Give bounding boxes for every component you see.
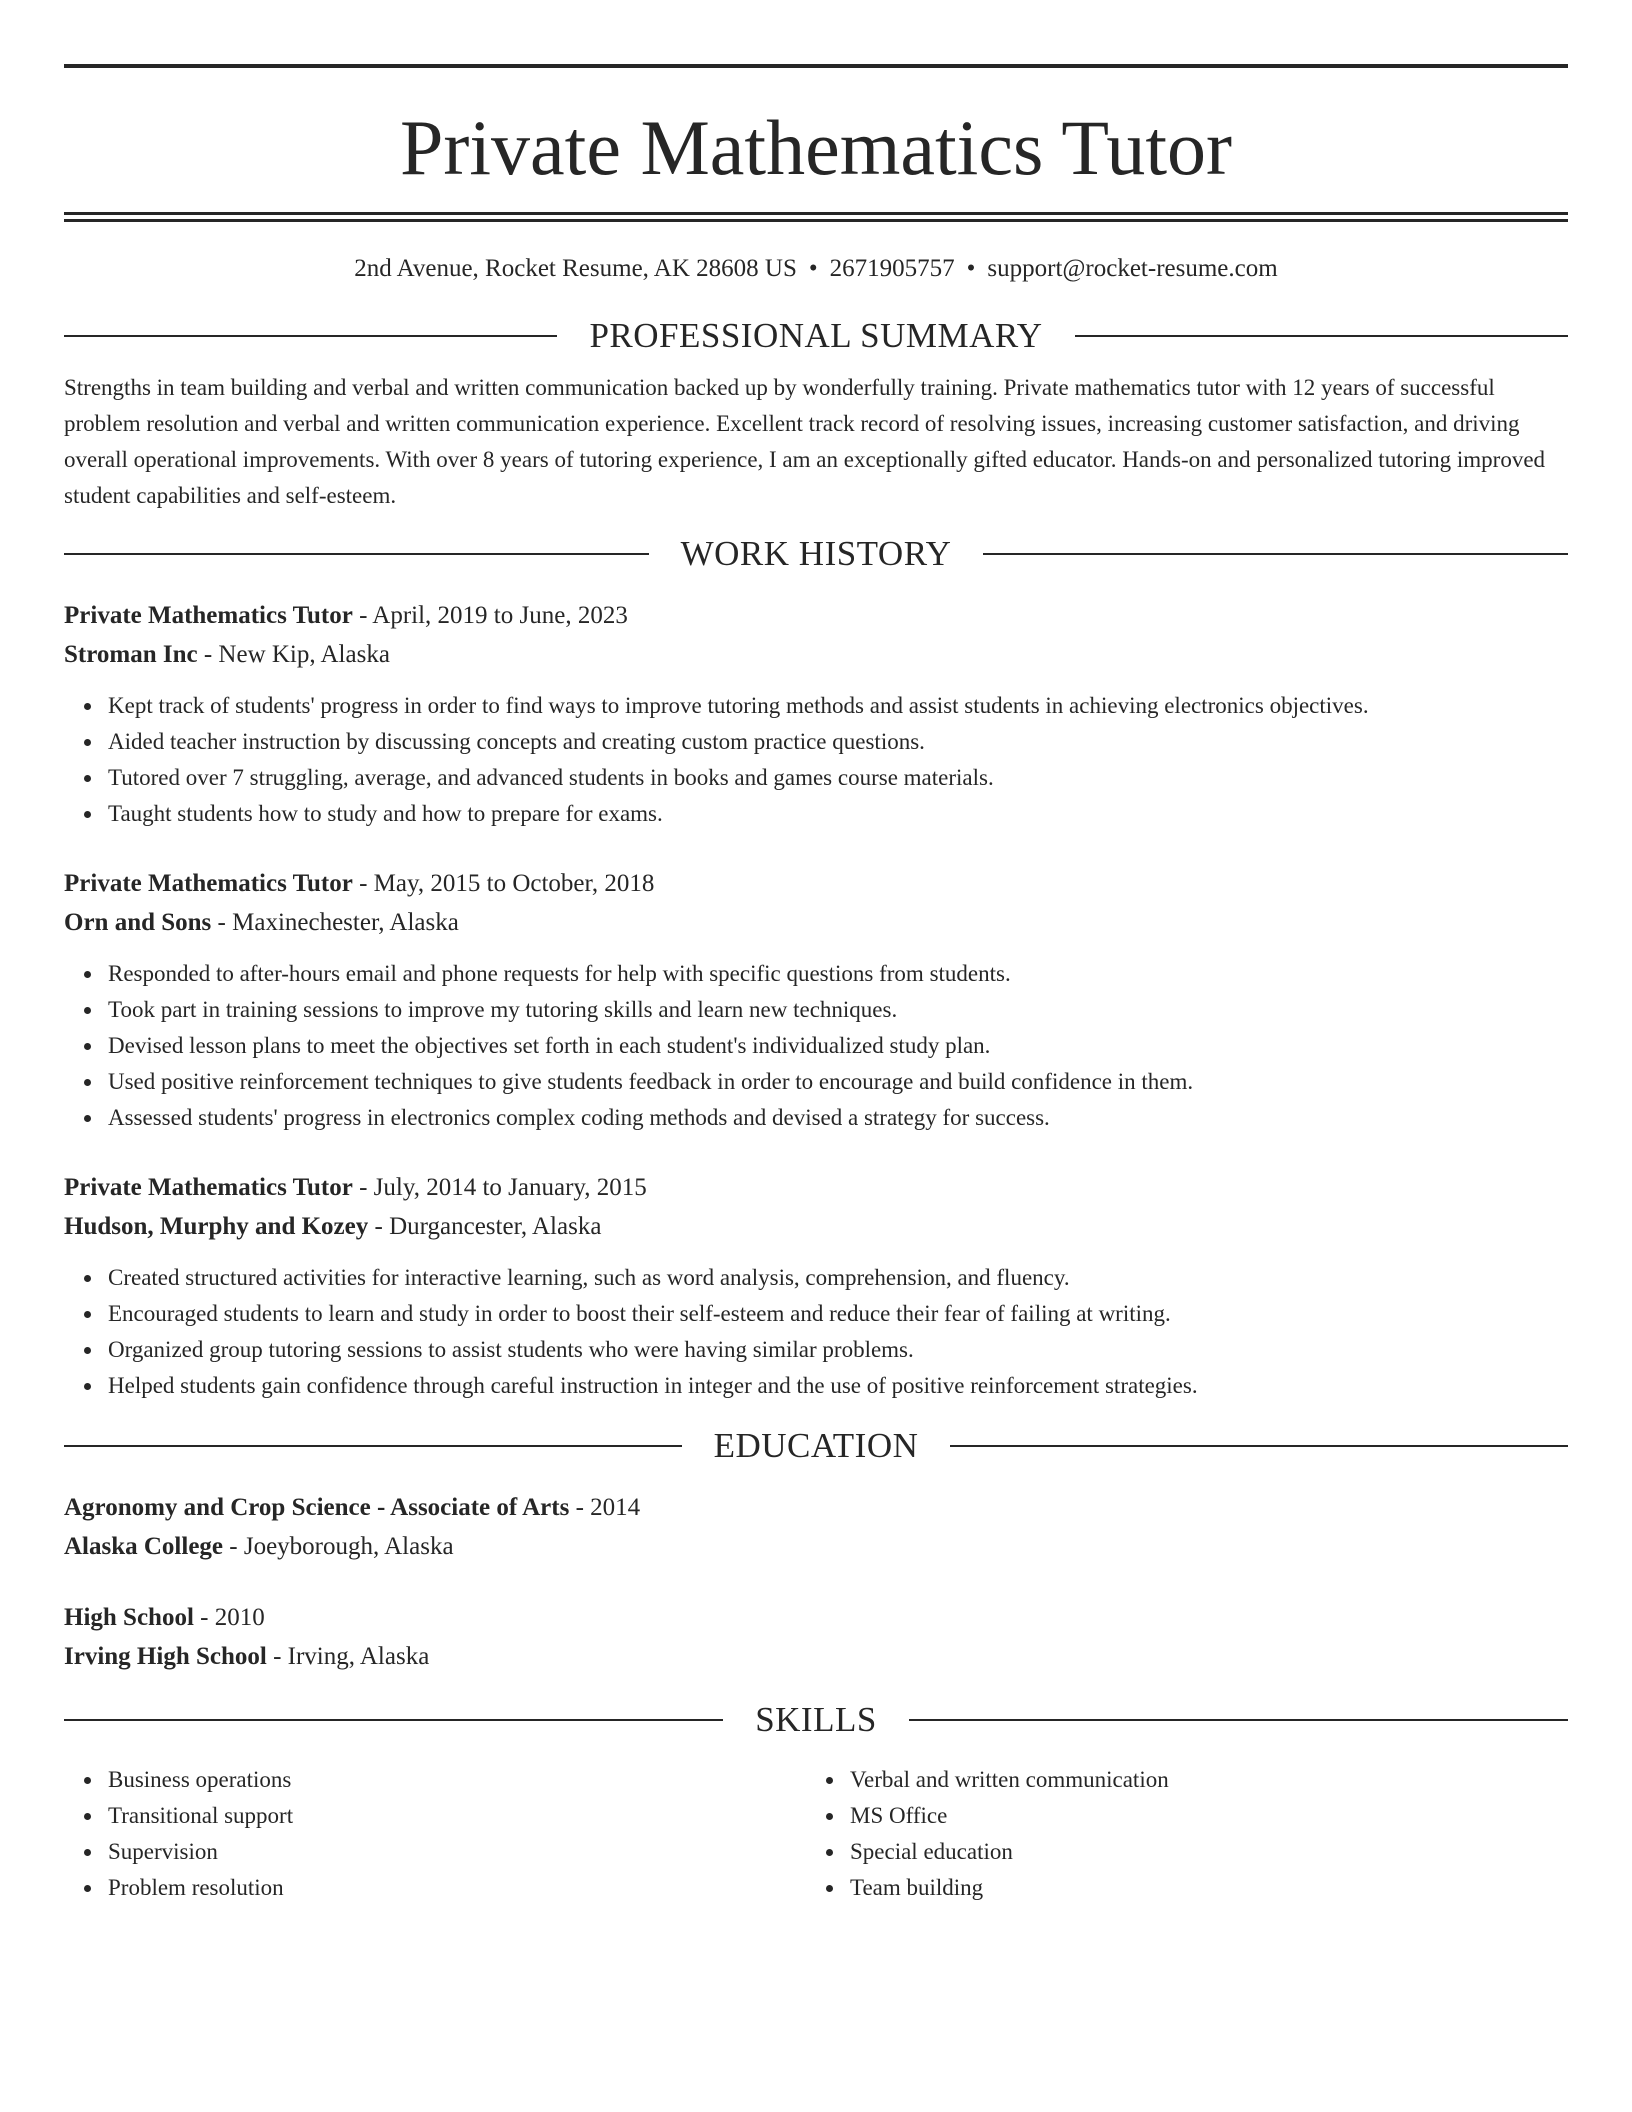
list-item — [108, 796, 1568, 832]
skill-text: Verbal and written communication — [850, 1767, 1169, 1792]
bullet-text: Devised lesson plans to meet the objectives set forth in each student's individualized study plan. — [108, 1033, 991, 1058]
list-item — [108, 760, 1568, 796]
education-entry — [64, 1598, 1568, 1676]
education-school: Irving High School — [64, 1643, 267, 1670]
job-title-line — [64, 1168, 1568, 1207]
bullet-text: Created structured activities for interactive learning, such as word analysis, comprehension, and fluency. — [108, 1265, 1070, 1290]
education-year: - 2010 — [193, 1604, 265, 1631]
heading-rule — [64, 553, 649, 555]
list-item — [108, 1834, 806, 1870]
skills-bullets — [64, 1762, 806, 1906]
job-bullets — [64, 1260, 1568, 1404]
contact-phone: 2671905757 — [829, 255, 955, 282]
job-bullets — [64, 956, 1568, 1136]
list-item — [108, 1260, 1568, 1296]
bullet-text: Responded to after-hours email and phone requests for help with specific questions from students. — [108, 961, 1011, 986]
education-entry — [64, 1488, 1568, 1566]
bullet-dot — [84, 1885, 91, 1892]
job-location: - Maxinechester, Alaska — [211, 909, 459, 936]
education-year: - 2014 — [569, 1494, 641, 1521]
list-item — [108, 956, 1568, 992]
section-title: EDUCATION — [713, 1426, 919, 1465]
list-item — [850, 1762, 1548, 1798]
bullet-text: Tutored over 7 struggling, average, and advanced students in books and games course materials. — [108, 765, 994, 790]
job-bullets — [64, 688, 1568, 832]
top-rule — [64, 64, 1568, 68]
list-item — [108, 1064, 1568, 1100]
job-company: Hudson, Murphy and Kozey — [64, 1213, 369, 1240]
job-company-line — [64, 1207, 1568, 1246]
list-item — [108, 1100, 1568, 1136]
list-item — [108, 1762, 806, 1798]
job-title: Private Mathematics Tutor — [64, 1174, 353, 1201]
skills-bullets — [806, 1762, 1548, 1906]
job-title: Private Mathematics Tutor — [64, 870, 353, 897]
bullet-dot — [84, 1043, 91, 1050]
heading-rule — [950, 1445, 1568, 1447]
contact-separator: • — [808, 255, 818, 282]
list-item — [108, 1870, 806, 1906]
contact-line — [64, 254, 1568, 284]
job-location: - New Kip, Alaska — [197, 641, 390, 668]
bullet-dot — [84, 775, 91, 782]
list-item — [108, 1798, 806, 1834]
job-company-line — [64, 635, 1568, 674]
bullet-dot — [84, 811, 91, 818]
job-entry — [64, 1168, 1568, 1404]
heading-rule — [983, 553, 1568, 555]
list-item — [108, 688, 1568, 724]
bullet-dot — [826, 1777, 833, 1784]
education-degree: High School — [64, 1604, 194, 1631]
education-degree-line — [64, 1488, 1568, 1527]
section-heading-skills — [64, 1698, 1568, 1742]
job-location: - Durgancester, Alaska — [368, 1213, 602, 1240]
bullet-dot — [826, 1885, 833, 1892]
list-item — [108, 724, 1568, 760]
list-item — [108, 1296, 1568, 1332]
job-company: Orn and Sons — [64, 909, 212, 936]
section-title: WORK HISTORY — [680, 534, 952, 573]
list-item — [850, 1870, 1548, 1906]
heading-rule — [64, 1445, 682, 1447]
bullet-text: Helped students gain confidence through careful instruction in integer and the use of positive reinforcement strategies. — [108, 1373, 1198, 1398]
section-heading-education — [64, 1424, 1568, 1468]
job-entry — [64, 864, 1568, 1136]
bullet-text: Used positive reinforcement techniques to give students feedback in order to encourage and build confidence in them. — [108, 1069, 1194, 1094]
list-item — [108, 992, 1568, 1028]
bullet-dot — [84, 1849, 91, 1856]
list-item — [108, 1368, 1568, 1404]
bullet-dot — [84, 1311, 91, 1318]
bullet-dot — [84, 1007, 91, 1014]
education-degree-line — [64, 1598, 1568, 1637]
bullet-dot — [84, 1347, 91, 1354]
resume-page — [64, 64, 1568, 1906]
skill-text: Supervision — [108, 1839, 218, 1864]
bullet-dot — [84, 1115, 91, 1122]
job-company: Stroman Inc — [64, 641, 198, 668]
bullet-dot — [84, 1777, 91, 1784]
job-company-line — [64, 903, 1568, 942]
resume-title: Private Mathematics Tutor — [400, 104, 1232, 191]
heading-rule — [64, 1719, 723, 1721]
job-dates: - July, 2014 to January, 2015 — [352, 1174, 647, 1201]
education-school-line — [64, 1527, 1568, 1566]
job-entry — [64, 596, 1568, 832]
section-title: SKILLS — [755, 1700, 877, 1739]
skill-text: Team building — [850, 1875, 984, 1900]
section-heading-work-history — [64, 532, 1568, 576]
bullet-dot — [84, 1813, 91, 1820]
job-dates: - April, 2019 to June, 2023 — [352, 602, 628, 629]
bullet-dot — [84, 703, 91, 710]
section-title: PROFESSIONAL SUMMARY — [589, 316, 1043, 355]
skill-text: Business operations — [108, 1767, 292, 1792]
bullet-dot — [84, 971, 91, 978]
list-item — [850, 1834, 1548, 1870]
heading-rule — [909, 1719, 1568, 1721]
bullet-dot — [826, 1849, 833, 1856]
skill-text: Problem resolution — [108, 1875, 284, 1900]
skills-column-right — [806, 1762, 1548, 1906]
education-school-line — [64, 1637, 1568, 1676]
bullet-text: Encouraged students to learn and study in order to boost their self-esteem and reduce their fear of failing at writing. — [108, 1301, 1171, 1326]
bullet-text: Taught students how to study and how to prepare for exams. — [108, 801, 663, 826]
list-item — [850, 1798, 1548, 1834]
skills-list — [64, 1762, 1568, 1906]
education-location: - Joeyborough, Alaska — [223, 1533, 454, 1560]
bullet-text: Aided teacher instruction by discussing concepts and creating custom practice questions. — [108, 729, 925, 754]
section-heading-summary — [64, 314, 1568, 358]
bullet-dot — [84, 1079, 91, 1086]
job-title: Private Mathematics Tutor — [64, 602, 353, 629]
job-title-line — [64, 864, 1568, 903]
heading-rule — [1075, 335, 1568, 337]
heading-rule — [64, 335, 557, 337]
contact-separator: • — [966, 255, 976, 282]
skills-column-left — [64, 1762, 806, 1906]
bullet-dot — [826, 1813, 833, 1820]
job-dates: - May, 2015 to October, 2018 — [352, 870, 655, 897]
title-double-rule — [64, 212, 1568, 222]
list-item — [108, 1332, 1568, 1368]
summary-text: Strengths in team building and verbal and written communication backed up by wonderfully training. Private mathematics tutor with 12 years of successful problem resolution and verbal and written communication experience. Excellent track record of resolving issues, increasing customer satisfaction, and driving overall operational improvements. With over 8 years of tutoring experience, I am an exceptionally gifted educator. Hands-on and personalized tutoring improved student capabilities and self-esteem. — [64, 375, 1546, 508]
contact-address: 2nd Avenue, Rocket Resume, AK 28608 US — [354, 255, 797, 282]
skill-text: Transitional support — [108, 1803, 294, 1828]
education-school: Alaska College — [64, 1533, 224, 1560]
education-location: - Irving, Alaska — [266, 1643, 430, 1670]
bullet-dot — [84, 739, 91, 746]
bullet-text: Assessed students' progress in electronics complex coding methods and devised a strategy for success. — [108, 1105, 1050, 1130]
bullet-text: Kept track of students' progress in order to find ways to improve tutoring methods and assist students in achieving electronics objectives. — [108, 693, 1369, 718]
list-item — [108, 1028, 1568, 1064]
bullet-dot — [84, 1275, 91, 1282]
bullet-dot — [84, 1383, 91, 1390]
contact-email: support@rocket-resume.com — [987, 255, 1278, 282]
skill-text: Special education — [850, 1839, 1013, 1864]
bullet-text: Took part in training sessions to improve my tutoring skills and learn new techniques. — [108, 997, 898, 1022]
job-title-line — [64, 596, 1568, 635]
skill-text: MS Office — [850, 1803, 948, 1828]
education-degree: Agronomy and Crop Science - Associate of Arts — [64, 1494, 570, 1521]
bullet-text: Organized group tutoring sessions to assist students who were having similar problems. — [108, 1337, 914, 1362]
